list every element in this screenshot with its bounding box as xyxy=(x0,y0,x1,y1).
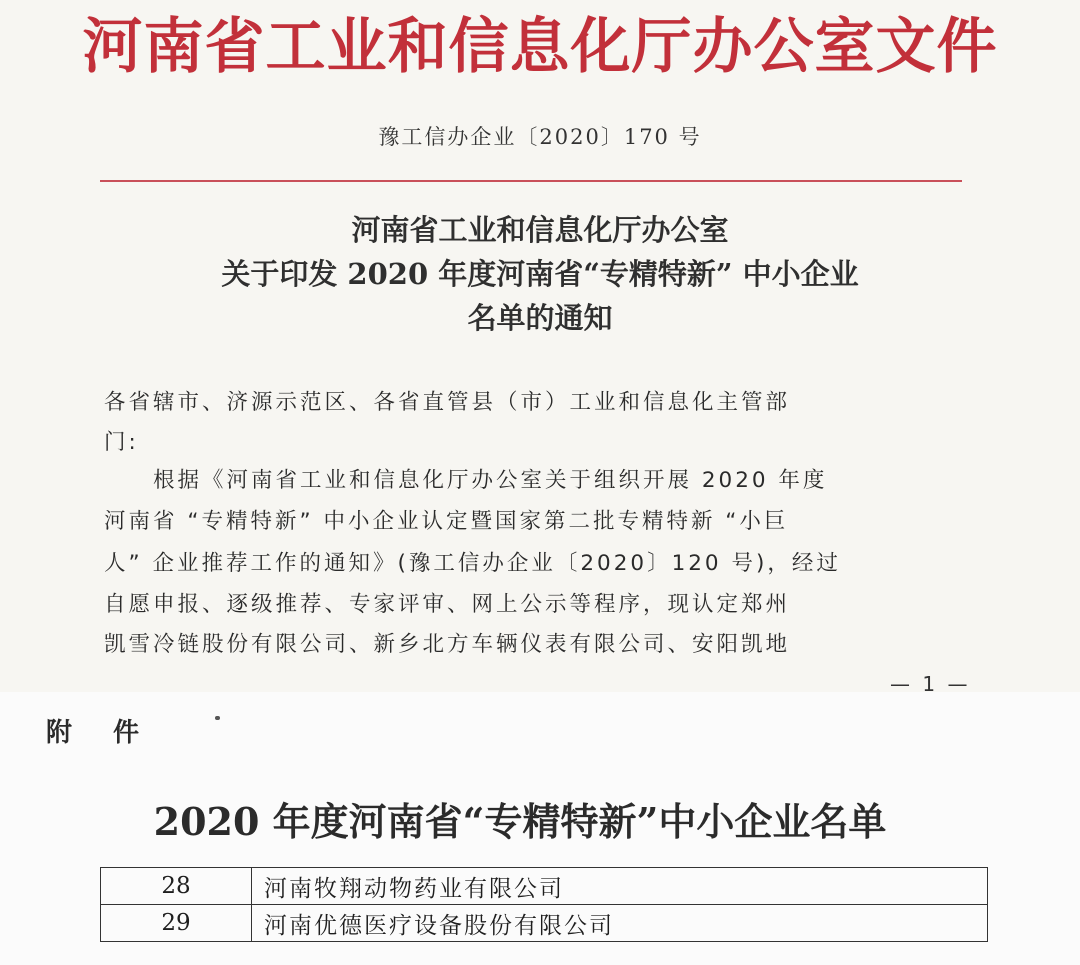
red-divider xyxy=(100,180,962,182)
attachment-label: 附 件 xyxy=(46,718,156,748)
body-line-1: 各省辖市、济源示范区、各省直管县（市）工业和信息化主管部 xyxy=(104,390,791,415)
row-number: 28 xyxy=(101,868,252,905)
ink-speck xyxy=(215,716,220,720)
issuer-header-title: 河南省工业和信息化厅办公室文件 xyxy=(82,12,998,82)
page-number: — 1 — xyxy=(890,672,971,692)
body-line-7: 凯雪冷链股份有限公司、新乡北方车辆仪表有限公司、安阳凯地 xyxy=(104,632,791,657)
body-line-4: 河南省 “专精特新” 中小企业认定暨国家第二批专精特新 “小巨 xyxy=(104,509,789,534)
company-name: 河南牧翔动物药业有限公司 xyxy=(252,868,988,905)
table-row xyxy=(101,868,988,905)
body-line-2: 门: xyxy=(104,430,139,455)
row-number: 29 xyxy=(101,905,252,942)
company-name: 河南优德医疗设备股份有限公司 xyxy=(252,905,988,942)
body-line-6: 自愿申报、逐级推荐、专家评审、网上公示等程序，现认定郑州 xyxy=(104,592,791,617)
body-line-5: 人” 企业推荐工作的通知》(豫工信办企业〔2020〕120 号)，经过 xyxy=(104,551,841,576)
document-number: 豫工信办企业〔2020〕170 号 xyxy=(378,125,702,149)
company-table xyxy=(100,867,988,942)
document-page-attachment xyxy=(0,692,1080,965)
list-title: 2020 年度河南省“专精特新”中小企业名单 xyxy=(153,799,887,844)
table-row xyxy=(101,905,988,942)
notice-title-line-2: 关于印发 2020 年度河南省“专精特新” 中小企业 xyxy=(221,257,859,291)
notice-title-line-3: 名单的通知 xyxy=(467,301,613,335)
body-line-3: 根据《河南省工业和信息化厅办公室关于组织开展 2020 年度 xyxy=(104,468,828,493)
notice-title-line-1: 河南省工业和信息化厅办公室 xyxy=(351,213,729,247)
